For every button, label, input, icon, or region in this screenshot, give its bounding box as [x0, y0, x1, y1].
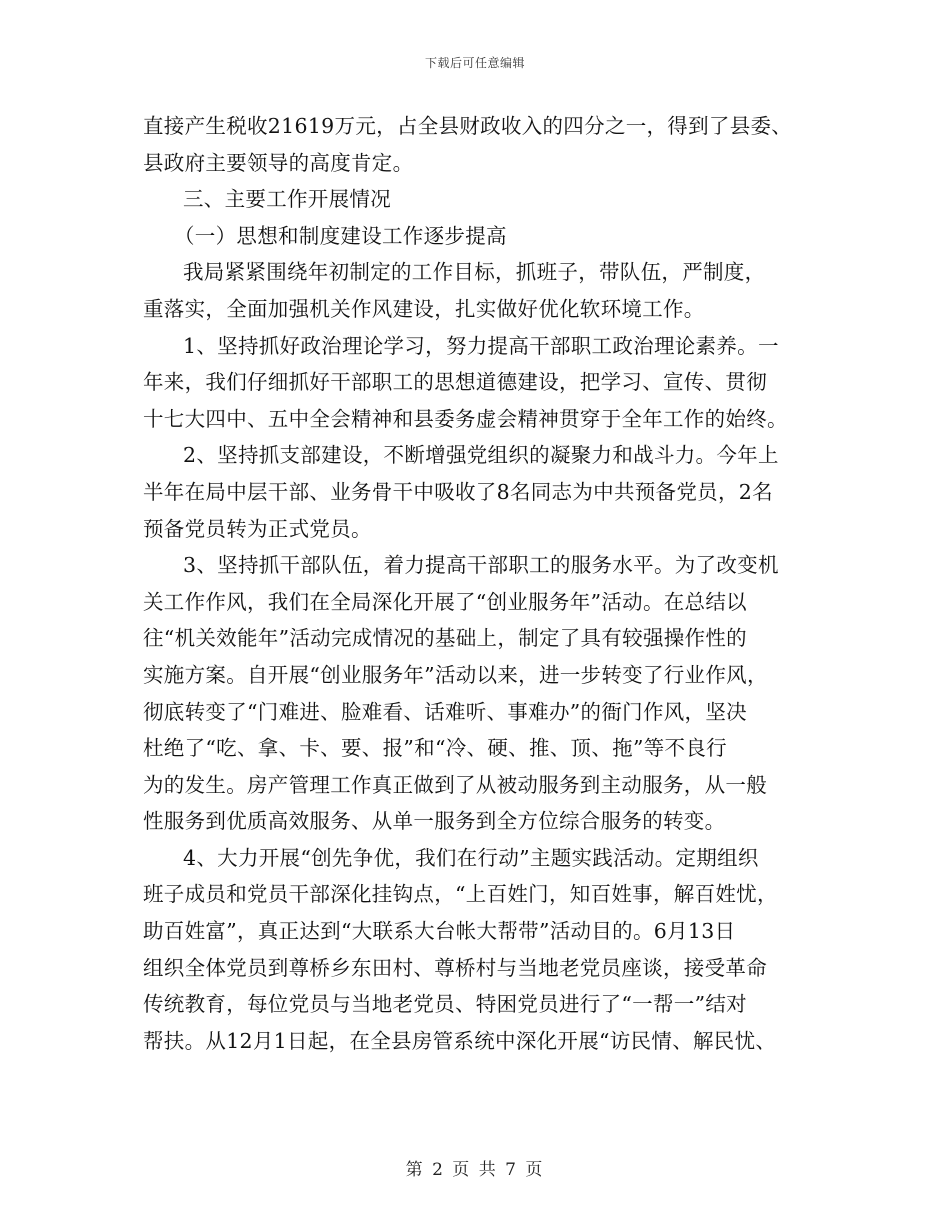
- body-line: 年来，我们仔细抓好干部职工的思想道德建设，把学习、宣传、贯彻: [143, 370, 767, 395]
- body-line: 县政府主要领导的高度肯定。: [143, 150, 414, 175]
- body-line: 实施方案。自开展“创业服务年”活动以来，进一步转变了行业作风，: [143, 662, 768, 687]
- page-number-footer: 第 2 页 共 7 页: [405, 1160, 545, 1180]
- body-line: 彻底转变了“门难进、脸难看、话难听、事难办”的衙门作风，坚决: [143, 699, 747, 724]
- body-line: 关工作作风，我们在全局深化开展了“创业服务年”活动。在总结以: [143, 589, 747, 614]
- body-line: 组织全体党员到尊桥乡东田村、尊桥村与当地老党员座谈，接受革命: [143, 955, 767, 980]
- section-heading: 三、主要工作开展情况: [183, 187, 391, 212]
- body-line: 助百姓富”，真正达到“大联系大台帐大帮带”活动目的。6月13日: [143, 919, 736, 944]
- body-line: 1、坚持抓好政治理论学习，努力提高干部职工政治理论素养。一: [183, 333, 779, 358]
- body-line: 班子成员和党员干部深化挂钩点，“上百姓门，知百姓事，解百姓忧，: [143, 882, 778, 907]
- body-line: 性服务到优质高效服务、从单一服务到全方位综合服务的转变。: [143, 809, 726, 834]
- body-line: 往“机关效能年”活动完成情况的基础上，制定了具有较强操作性的: [143, 626, 747, 651]
- body-line: 2、坚持抓支部建设，不断增强党组织的凝聚力和战斗力。今年上: [183, 443, 779, 468]
- body-line: 杜绝了“吃、拿、卡、要、报”和“冷、硬、推、顶、拖”等不良行: [143, 736, 727, 761]
- body-line: 十七大四中、五中全会精神和县委务虚会精神贯穿于全年工作的始终。: [143, 406, 788, 431]
- body-line: 半年在局中层干部、业务骨干中吸收了8名同志为中共预备党员，2名: [143, 479, 773, 504]
- page-header: 下载后可任意编辑: [424, 56, 525, 70]
- body-line: 帮扶。从12月1日起，在全县房管系统中深化开展“访民情、解民忧、: [143, 1028, 777, 1053]
- body-line: 4、大力开展“创先争优，我们在行动”主题实践活动。定期组织: [183, 845, 759, 870]
- body-line: 我局紧紧围绕年初制定的工作目标，抓班子，带队伍，严制度，: [183, 260, 766, 285]
- body-line: 3、坚持抓干部队伍，着力提高干部职工的服务水平。为了改变机: [183, 553, 779, 578]
- body-line: 为的发生。房产管理工作真正做到了从被动服务到主动服务，从一般: [143, 772, 767, 797]
- document-body: [143, 108, 818, 1059]
- subsection-heading: （一）思想和制度建设工作逐步提高: [174, 223, 507, 248]
- body-line: 直接产生税收21619万元，占全县财政收入的四分之一，得到了县委、: [143, 114, 793, 138]
- body-line: 传统教育，每位党员与当地老党员、特困党员进行了“一帮一”结对: [143, 992, 747, 1017]
- body-line: 预备党员转为正式党员。: [143, 516, 372, 541]
- body-line: 重落实，全面加强机关作风建设，扎实做好优化软环境工作。: [143, 296, 705, 321]
